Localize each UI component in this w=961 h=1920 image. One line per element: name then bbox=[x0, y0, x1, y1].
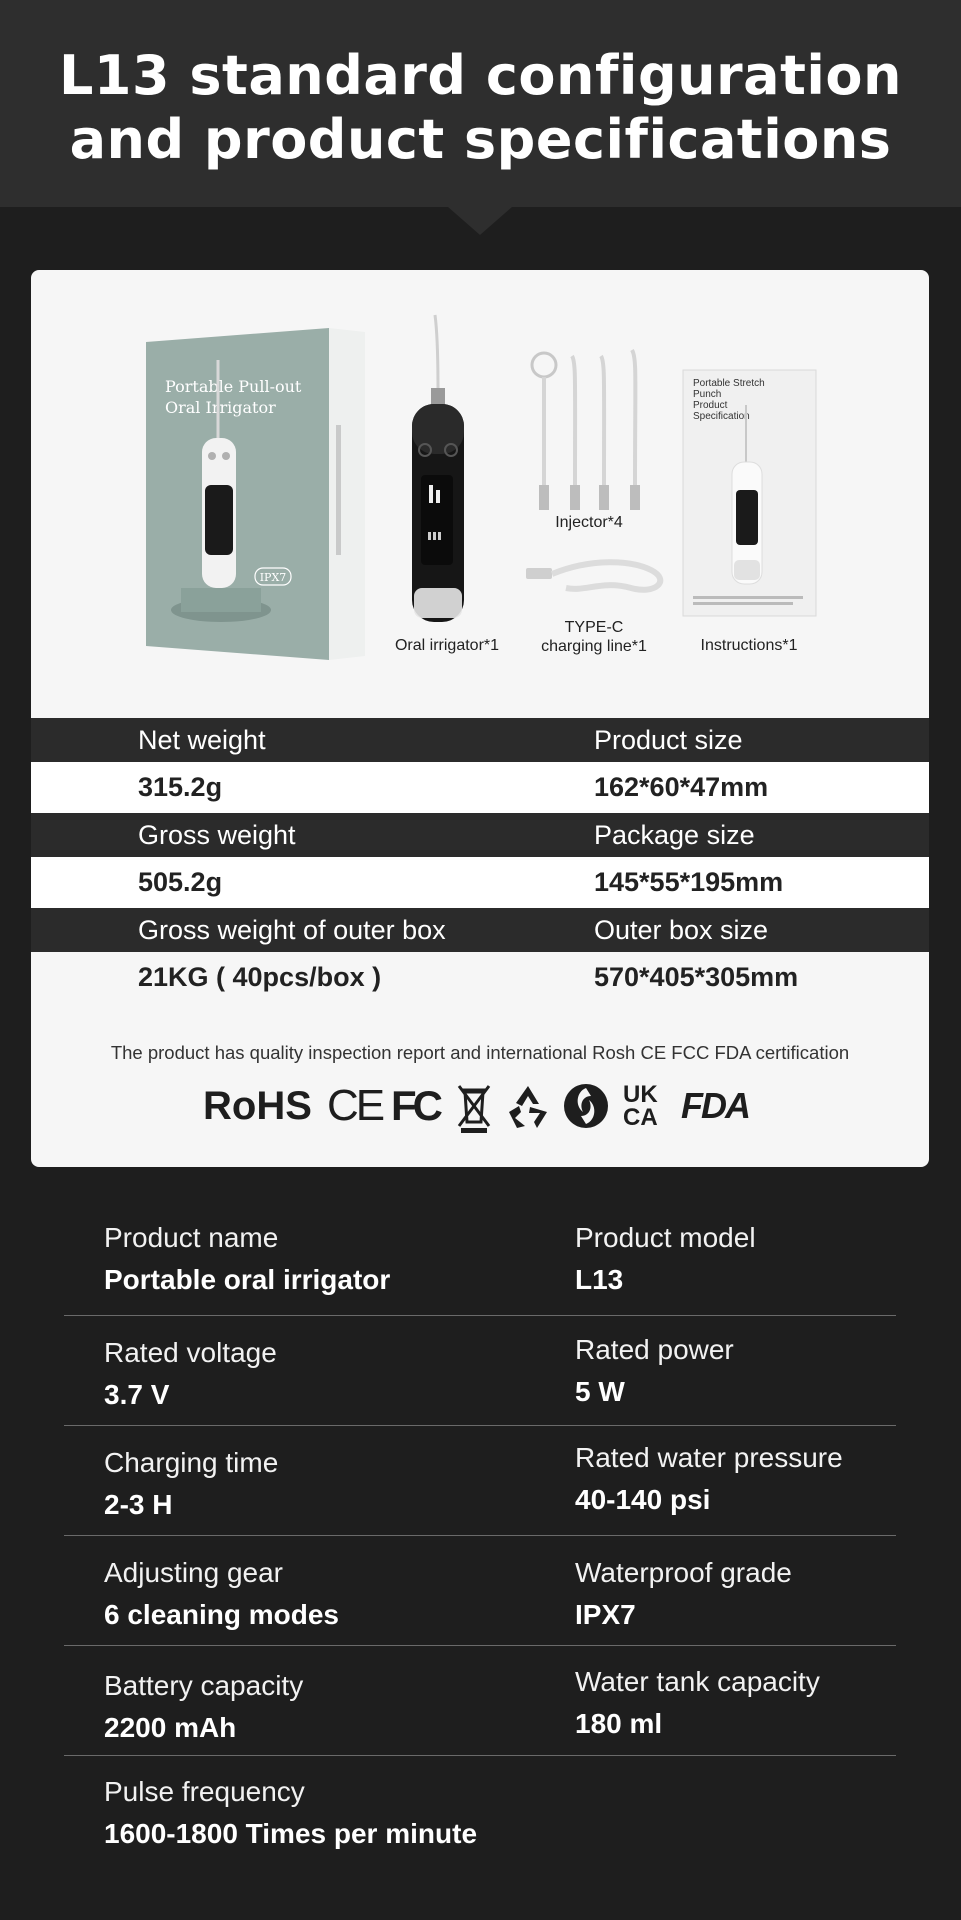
header-banner bbox=[0, 0, 961, 207]
spec-header-row-1 bbox=[31, 718, 929, 762]
param-cell bbox=[104, 1222, 390, 1296]
spec-label-package-size: Package size bbox=[594, 820, 755, 850]
param-cell bbox=[575, 1666, 820, 1740]
param-label-pulse-frequency: Pulse frequency bbox=[104, 1776, 305, 1807]
box-text-line-1: Portable Pull-out bbox=[165, 377, 302, 396]
certification-logos bbox=[203, 1078, 763, 1134]
param-row bbox=[64, 1426, 896, 1536]
param-cell bbox=[104, 1776, 477, 1850]
param-value-product-name: Portable oral irrigator bbox=[104, 1264, 391, 1295]
spec-value-row-3 bbox=[31, 952, 929, 1003]
param-label-rated-water-pressure: Rated water pressure bbox=[575, 1442, 843, 1473]
fcc-logo: FC bbox=[391, 1082, 439, 1129]
injector-caption: Injector*4 bbox=[555, 514, 623, 531]
page-title bbox=[0, 44, 961, 172]
box-ipx7-badge: IPX7 bbox=[259, 571, 287, 584]
ukca-bottom: CA bbox=[623, 1104, 658, 1131]
spec-label-outer-box-weight: Gross weight of outer box bbox=[138, 915, 446, 945]
param-cell bbox=[575, 1222, 756, 1296]
title-line-2: and product specifications bbox=[69, 108, 892, 171]
param-row bbox=[64, 1200, 896, 1316]
spec-value-product-size: 162*60*47mm bbox=[594, 772, 769, 802]
spec-value-row-1 bbox=[31, 762, 929, 813]
manual-text-line-2: Punch bbox=[693, 389, 722, 400]
cable-caption-line-2: charging line*1 bbox=[541, 638, 647, 655]
spec-label-gross-weight: Gross weight bbox=[138, 820, 296, 850]
param-label-adjusting-gear: Adjusting gear bbox=[104, 1557, 284, 1588]
spec-value-net-weight: 315.2g bbox=[138, 772, 223, 802]
spec-value-outer-box-size: 570*405*305mm bbox=[594, 962, 799, 992]
weee-bin-icon bbox=[455, 1078, 493, 1134]
spec-label-net-weight: Net weight bbox=[138, 725, 266, 755]
rohs-logo: RoHS bbox=[203, 1084, 312, 1128]
param-row bbox=[64, 1536, 896, 1646]
certification-note: The product has quality inspection report and international Rosh CE FCC FDA certification bbox=[110, 1042, 850, 1063]
ukca-logo bbox=[623, 1078, 667, 1134]
spec-header-row-2 bbox=[31, 813, 929, 857]
manual-text-line-4: Specification bbox=[693, 411, 750, 422]
param-value-waterproof-grade: IPX7 bbox=[575, 1599, 636, 1630]
param-label-rated-voltage: Rated voltage bbox=[104, 1337, 277, 1368]
configuration-card bbox=[31, 270, 929, 1167]
param-cell bbox=[575, 1442, 843, 1516]
param-label-rated-power: Rated power bbox=[575, 1334, 734, 1365]
param-label-charging-time: Charging time bbox=[104, 1447, 279, 1478]
param-row bbox=[64, 1756, 896, 1866]
manual-text-line-3: Product bbox=[693, 400, 728, 411]
param-row bbox=[64, 1646, 896, 1756]
param-cell bbox=[104, 1447, 278, 1521]
param-value-adjusting-gear: 6 cleaning modes bbox=[104, 1599, 339, 1630]
param-value-charging-time: 2-3 H bbox=[104, 1489, 173, 1520]
param-label-product-model: Product model bbox=[575, 1222, 756, 1253]
green-dot-icon bbox=[561, 1078, 611, 1134]
param-cell bbox=[575, 1557, 792, 1631]
oral-irrigator-caption: Oral irrigator*1 bbox=[394, 637, 500, 654]
param-cell bbox=[575, 1334, 734, 1408]
product-box-image bbox=[146, 328, 365, 660]
param-value-battery-capacity: 2200 mAh bbox=[104, 1712, 237, 1743]
param-value-water-tank-capacity: 180 ml bbox=[575, 1708, 663, 1739]
param-value-product-model: L13 bbox=[575, 1264, 624, 1295]
param-value-rated-water-pressure: 40-140 psi bbox=[575, 1484, 711, 1515]
spec-header-row-3 bbox=[31, 908, 929, 952]
title-line-1: L13 standard configuration bbox=[59, 44, 902, 107]
spec-value-package-size: 145*55*195mm bbox=[594, 867, 784, 897]
manual-caption: Instructions*1 bbox=[700, 637, 798, 654]
type-c-cable-image bbox=[526, 562, 660, 590]
param-label-water-tank-capacity: Water tank capacity bbox=[575, 1666, 820, 1697]
param-label-product-name: Product name bbox=[104, 1222, 279, 1253]
param-label-battery-capacity: Battery capacity bbox=[104, 1670, 304, 1701]
header-pointer bbox=[448, 207, 512, 235]
spec-label-product-size: Product size bbox=[594, 725, 743, 755]
spec-value-gross-weight: 505.2g bbox=[138, 867, 223, 897]
spec-label-outer-box-size: Outer box size bbox=[594, 915, 769, 945]
param-row bbox=[64, 1316, 896, 1426]
param-cell bbox=[104, 1670, 303, 1744]
ce-logo: CE bbox=[327, 1081, 383, 1130]
param-cell bbox=[104, 1557, 339, 1631]
product-configuration-illustration bbox=[31, 270, 929, 718]
param-label-waterproof-grade: Waterproof grade bbox=[575, 1557, 792, 1588]
spec-value-row-2 bbox=[31, 857, 929, 908]
param-value-rated-power: 5 W bbox=[575, 1376, 625, 1407]
param-value-rated-voltage: 3.7 V bbox=[104, 1379, 170, 1410]
manual-text-line-1: Portable Stretch bbox=[693, 378, 765, 389]
param-value-pulse-frequency: 1600-1800 Times per minute bbox=[104, 1818, 478, 1849]
box-text-line-2: Oral Irrigator bbox=[165, 398, 276, 417]
oral-irrigator-image bbox=[412, 315, 464, 622]
instruction-manual-image bbox=[683, 370, 816, 616]
spec-value-outer-box-weight: 21KG ( 40pcs/box ) bbox=[138, 962, 382, 992]
fda-logo: FDA bbox=[681, 1085, 749, 1126]
ukca-top: UK bbox=[623, 1081, 658, 1108]
recycle-icon bbox=[503, 1078, 553, 1134]
injector-nozzles-image bbox=[532, 350, 640, 510]
cable-caption-line-1: TYPE-C bbox=[564, 619, 624, 636]
param-cell bbox=[104, 1337, 277, 1411]
